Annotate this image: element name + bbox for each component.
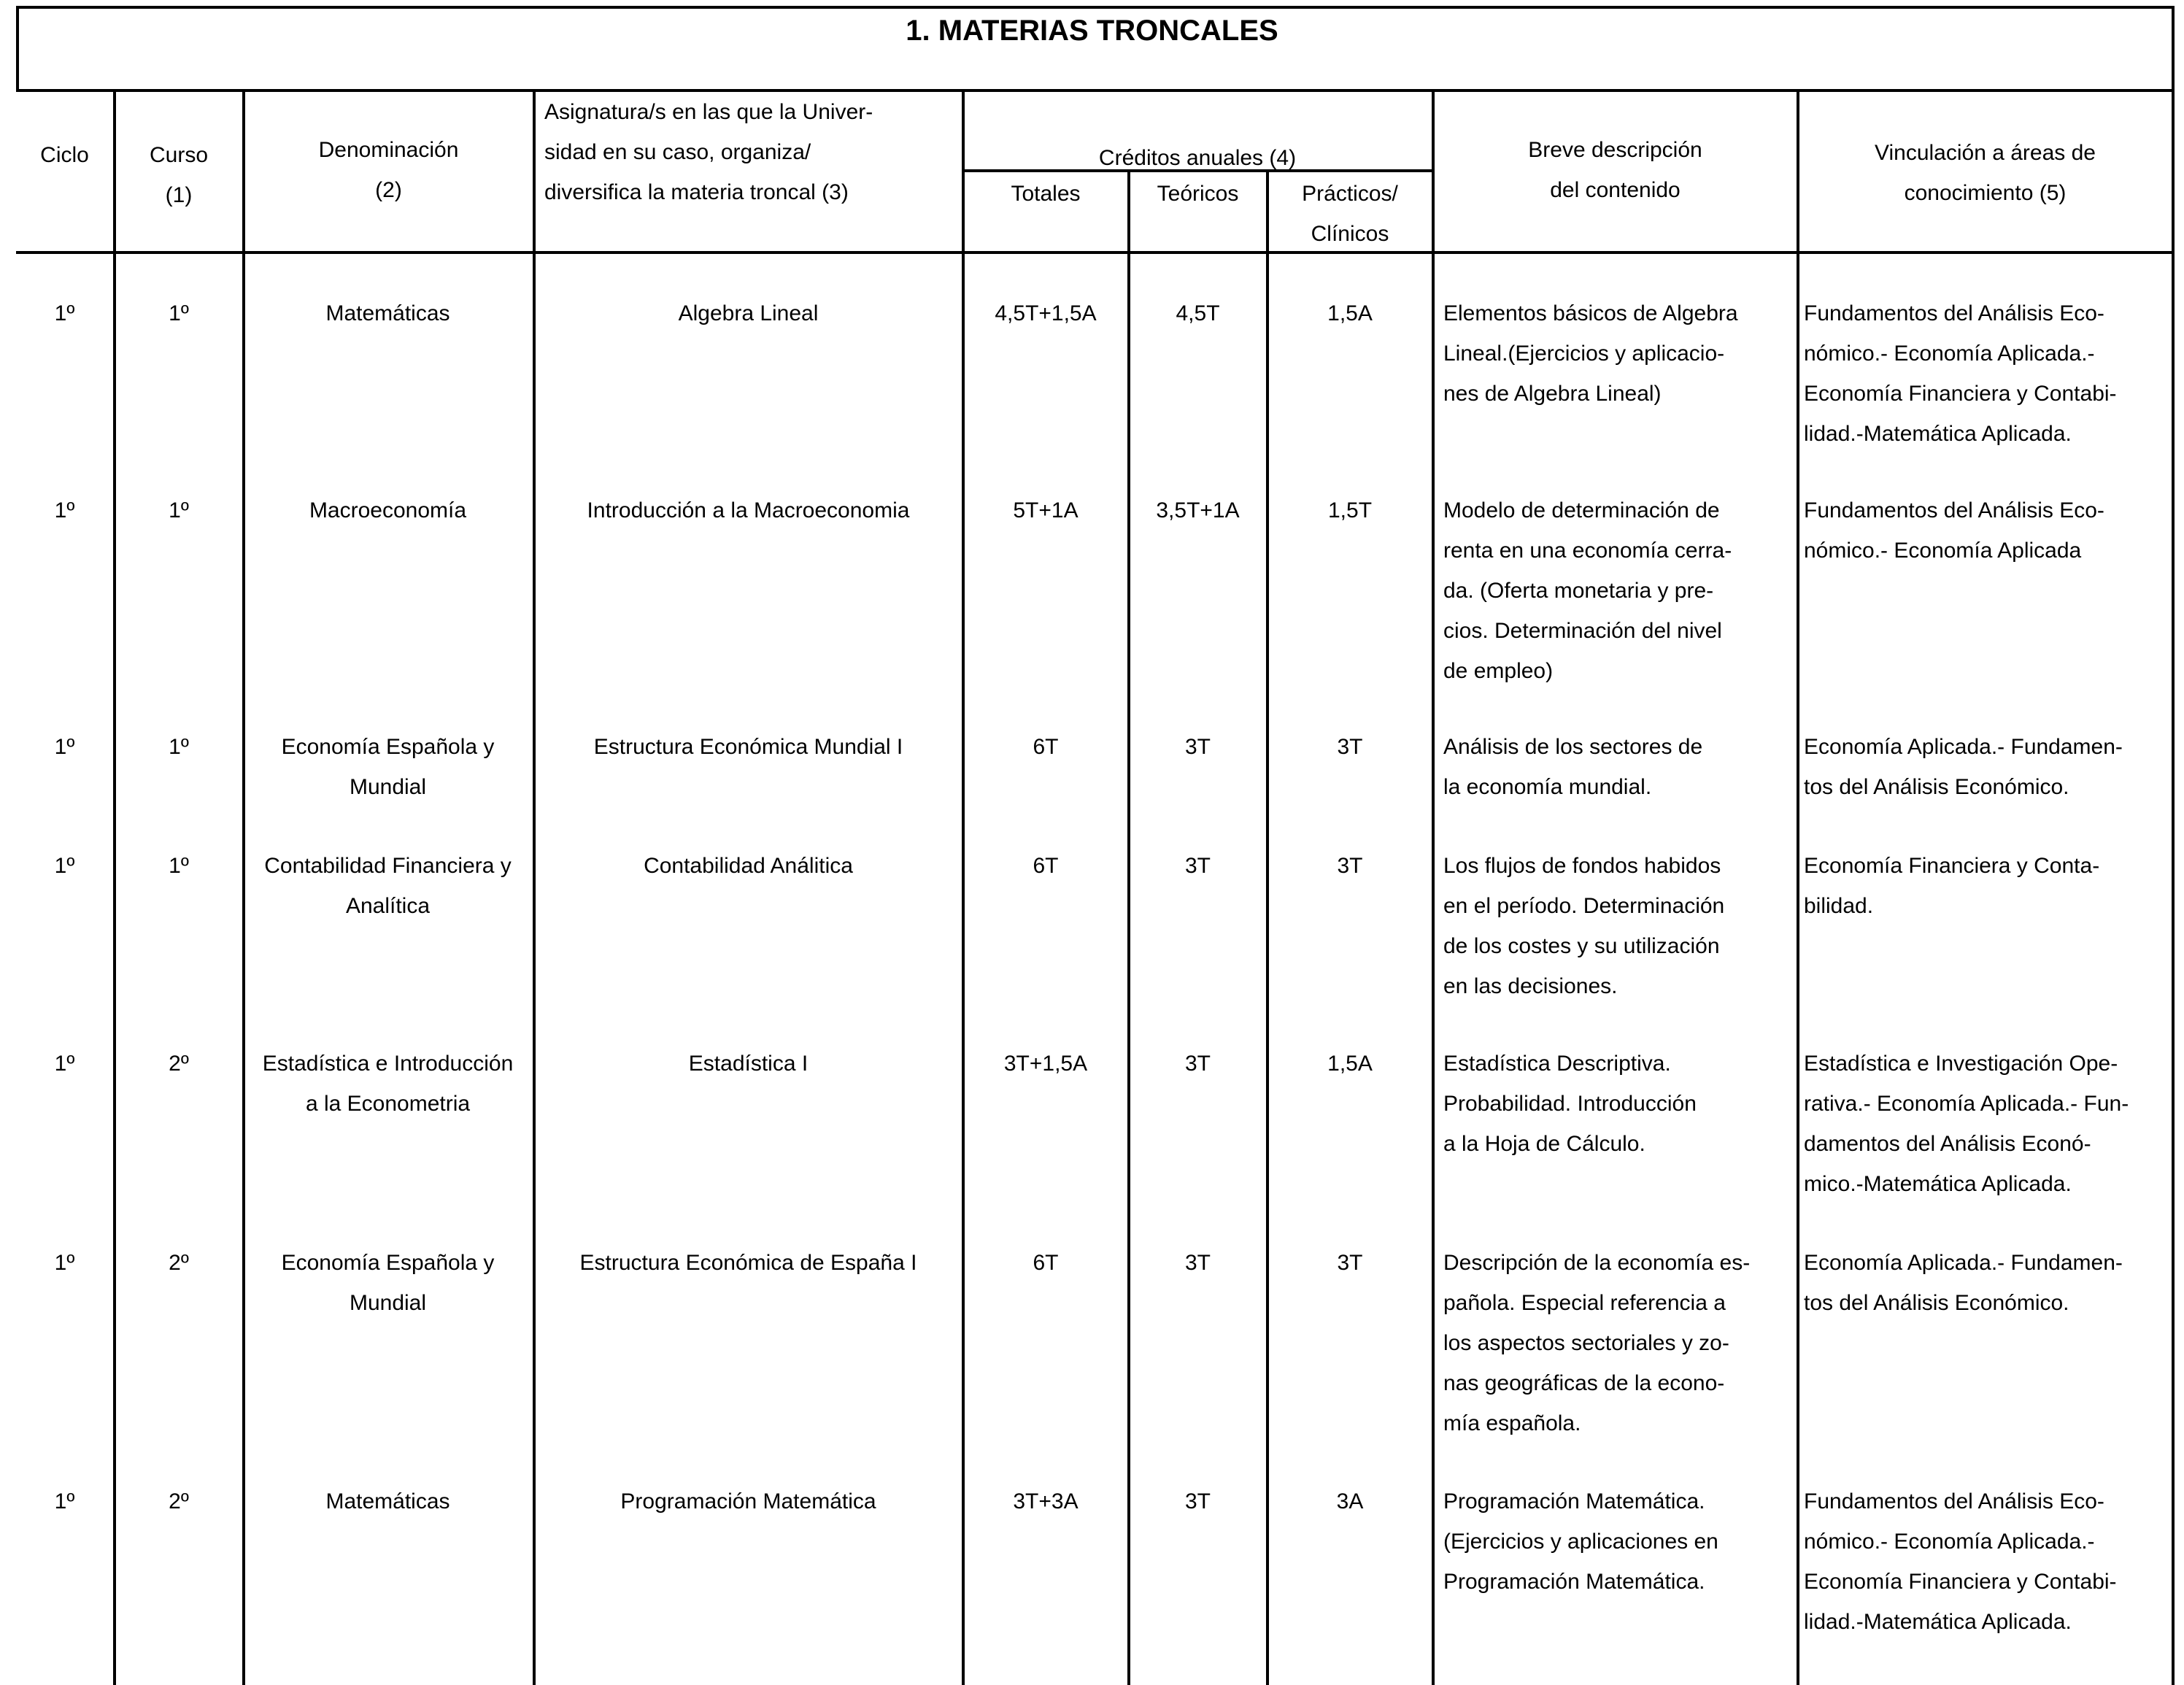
cell-ciclo: 1º [54,1489,75,1514]
cell-denominacion: Contabilidad Financiera y Analítica [264,854,512,918]
cell-ciclo: 1º [54,735,75,759]
cell-practicos: 3T [1337,735,1363,759]
cell-ciclo: 1º [54,854,75,878]
cell-descripcion: Estadística Descriptiva. Probabilidad. Introducción a la Hoja de Cálculo. [1443,1052,1697,1156]
table-top-border [16,6,2175,9]
cell-vinculacion: Fundamentos del Análisis Eco- nómico.- Economía Aplicada.- Economía Financiera y Contabi- lidad.-Matemática Aplicada. [1804,301,2117,446]
header-curso: Curso (1) [149,143,209,207]
header-teoricos: Teóricos [1157,182,1239,206]
cell-denominacion: Estadística e Introducción a la Econometria [262,1052,514,1116]
cell-practicos: 3T [1337,854,1363,878]
cell-denominacion: Matemáticas [325,301,450,325]
cell-curso: 2º [169,1489,189,1514]
cell-totales: 3T+3A [1013,1489,1079,1514]
header-creditos: Créditos anuales (4) [1098,146,1297,170]
cell-asignatura: Introducción a la Macroeconomia [587,498,910,523]
cell-descripcion: Modelo de determinación de renta en una economía cerra- da. (Oferta monetaria y pre- cios. Determinación del nivel de empleo) [1443,498,1732,683]
cell-teoricos: 4,5T [1176,301,1220,325]
header-vinculacion: Vinculación a áreas de conocimiento (5) [1875,141,2096,205]
header-practicos: Prácticos/ Clínicos [1302,182,1398,246]
cell-teoricos: 3T [1184,735,1211,759]
cell-vinculacion: Fundamentos del Análisis Eco- nómico.- Economía Aplicada.- Economía Financiera y Contabi- lidad.-Matemática Aplicada. [1804,1489,2117,1634]
cell-vinculacion: Economía Financiera y Conta- bilidad. [1804,854,2100,918]
cell-curso: 1º [169,735,189,759]
cell-curso: 1º [169,854,189,878]
cell-totales: 4,5T+1,5A [995,301,1097,325]
cell-descripcion: Descripción de la economía es- pañola. Especial referencia a los aspectos sectoriales y zo- nas geográficas de la econo- mía española. [1443,1251,1751,1435]
header-totales: Totales [1011,182,1081,206]
cell-asignatura: Estructura Económica Mundial I [593,735,903,759]
cell-curso: 2º [169,1052,189,1076]
cell-practicos: 3A [1336,1489,1364,1514]
cell-teoricos: 3T [1184,854,1211,878]
page-title: 1. MATERIAS TRONCALES [906,15,1278,47]
cell-totales: 6T [1033,1251,1059,1275]
cell-ciclo: 1º [54,498,75,523]
cell-descripcion: Programación Matemática. (Ejercicios y aplicaciones en Programación Matemática. [1443,1489,1718,1594]
col-line-6 [1266,169,1269,1685]
header-descripcion: Breve descripción del contenido [1528,138,1702,202]
cell-totales: 6T [1033,735,1059,759]
cell-totales: 6T [1033,854,1059,878]
header-asignatura: Asignatura/s en las que la Univer- sidad en su caso, organiza/ diversifica la materia troncal (3) [544,100,873,204]
cell-ciclo: 1º [54,1052,75,1076]
cell-asignatura: Contabilidad Análitica [644,854,853,878]
cell-descripcion: Los flujos de fondos habidos en el período. Determinación de los costes y su utilización en las decisiones. [1443,854,1725,998]
col-line-8 [1797,89,1799,1685]
cell-teoricos: 3T [1184,1052,1211,1076]
cell-descripcion: Elementos básicos de Algebra Lineal.(Ejercicios y aplicacio- nes de Algebra Lineal) [1443,301,1738,406]
col-line-5 [1127,169,1130,1685]
cell-totales: 5T+1A [1013,498,1079,523]
title-divider-line [16,89,2175,92]
cell-vinculacion: Estadística e Investigación Ope- rativa.- Economía Aplicada.- Fun- damentos del Análisis Econó- mico.-Matemática Aplicada. [1804,1052,2129,1196]
cell-asignatura: Estadística I [688,1052,809,1076]
header-denominacion: Denominación (2) [318,138,459,202]
cell-vinculacion: Economía Aplicada.- Fundamen- tos del Análisis Económico. [1804,735,2123,799]
cell-curso: 2º [169,1251,189,1275]
cell-curso: 1º [169,498,189,523]
cell-vinculacion: Fundamentos del Análisis Eco- nómico.- Economía Aplicada [1804,498,2104,563]
cell-asignatura: Algebra Lineal [678,301,819,325]
cell-teoricos: 3,5T+1A [1156,498,1240,523]
cell-teoricos: 3T [1184,1251,1211,1275]
cell-practicos: 1,5A [1327,301,1373,325]
cell-teoricos: 3T [1184,1489,1211,1514]
cell-practicos: 3T [1337,1251,1363,1275]
header-ciclo: Ciclo [40,143,89,167]
cell-descripcion: Análisis de los sectores de la economía mundial. [1443,735,1703,799]
cell-denominacion: Macroeconomía [309,498,467,523]
table-right-border [2172,6,2175,1685]
cell-vinculacion: Economía Aplicada.- Fundamen- tos del Análisis Económico. [1804,1251,2123,1315]
table-left-border-title [16,6,19,92]
cell-practicos: 1,5A [1327,1052,1373,1076]
cell-ciclo: 1º [54,301,75,325]
cell-asignatura: Estructura Económica de España I [579,1251,917,1275]
cell-denominacion: Economía Española y Mundial [281,735,495,799]
cell-asignatura: Programación Matemática [620,1489,876,1514]
cell-denominacion: Economía Española y Mundial [281,1251,495,1315]
cell-curso: 1º [169,301,189,325]
cell-totales: 3T+1,5A [1003,1052,1088,1076]
cell-ciclo: 1º [54,1251,75,1275]
col-line-7 [1432,89,1435,1685]
cell-practicos: 1,5T [1327,498,1373,523]
cell-denominacion: Matemáticas [325,1489,450,1514]
header-bottom-line [16,251,2175,254]
